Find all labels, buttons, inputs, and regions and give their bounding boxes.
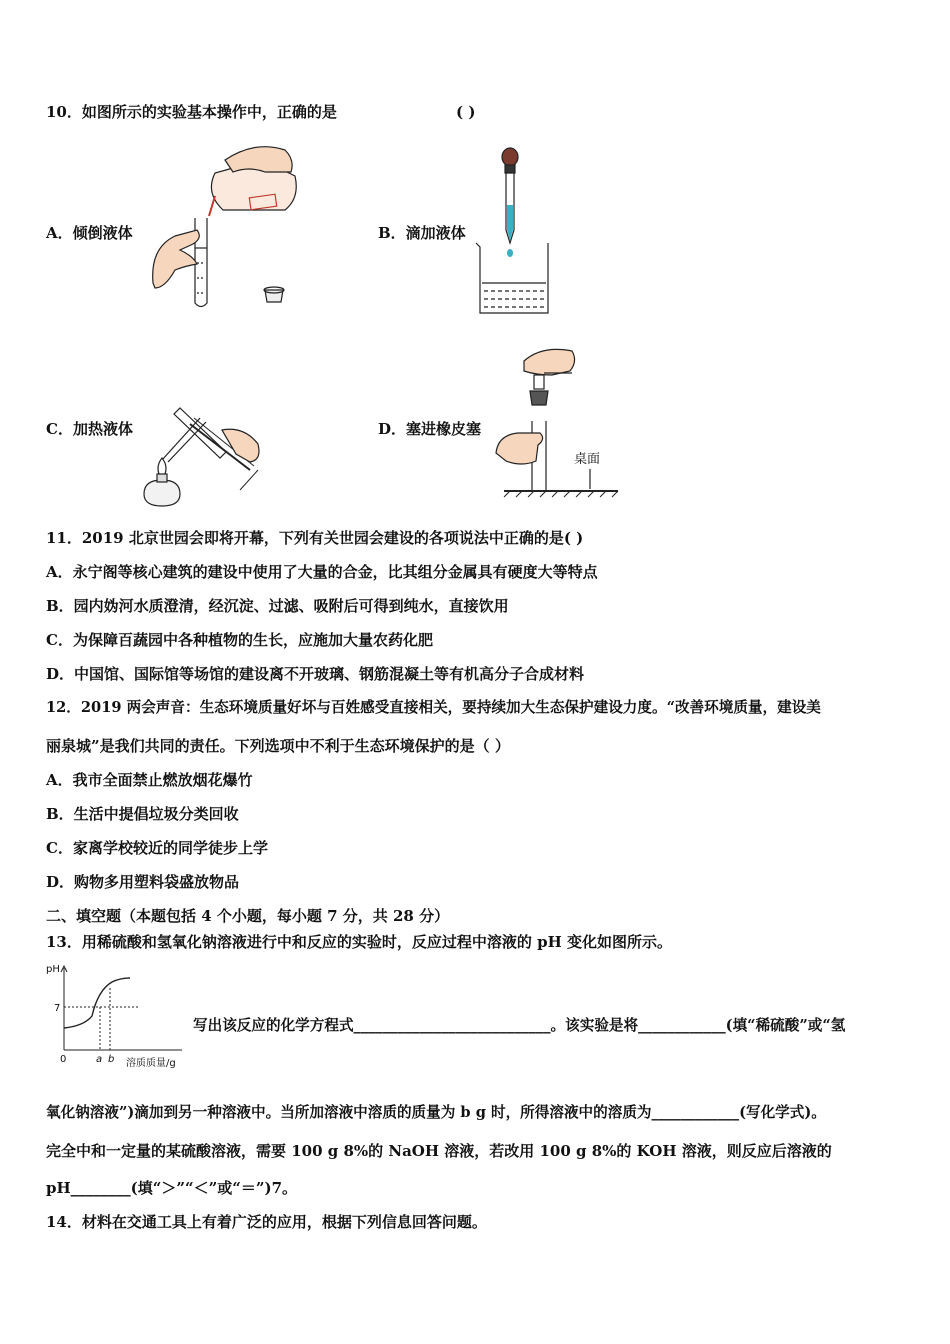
graph-y-axis-label: pH (46, 964, 60, 975)
q10-option-d: D．塞进橡皮塞 (378, 420, 482, 438)
figure-b-dropping-liquid (470, 145, 560, 320)
figure-c-heating-liquid (140, 400, 270, 510)
q13-stem: 13．用稀硫酸和氢氧化钠溶液进行中和反应的实验时，反应过程中溶液的 pH 变化如图所示。 (46, 933, 672, 951)
figure-a-pouring-liquid (145, 138, 305, 313)
q12-option-d: D．购物多用塑料袋盛放物品 (46, 873, 240, 891)
q11-option-c: C．为保障百蔬园中各种植物的生长，应施加大量农药化肥 (46, 631, 433, 649)
q13-line4: pH________(填“＞”“＜”或“＝”)7。 (46, 1179, 298, 1197)
section-2-heading: 二、填空题（本题包括 4 个小题，每小题 7 分，共 28 分） (46, 907, 450, 925)
q11-option-a: A．永宁阁等核心建筑的建设中使用了大量的合金，比其组分金属具有硬度大等特点 (46, 563, 598, 581)
q11-option-d: D．中国馆、国际馆等场馆的建设离不开玻璃、钢筋混凝土等有机高分子合成材料 (46, 665, 585, 683)
graph-x-axis-label: 溶质质量/g (126, 1058, 176, 1069)
figure-d-inserting-stopper (492, 345, 622, 500)
q12-option-a: A．我市全面禁止燃放烟花爆竹 (46, 771, 253, 789)
q10-option-a: A．倾倒液体 (46, 224, 133, 242)
q13-line1: 写出该反应的化学方程式___________________________。该实验是将____________(填“稀硫酸”或“氢 (193, 1017, 846, 1034)
q13-ph-graph (42, 960, 202, 1075)
q12-option-c: C．家离学校较近的同学徒步上学 (46, 839, 268, 857)
q13-line3: 完全中和一定量的某硫酸溶液，需要 100 g 8%的 NaOH 溶液，若改用 100 g 8%的 KOH 溶液，则反应后溶液的 (46, 1142, 832, 1160)
q12-stem-line1: 12．2019 两会声音：生态环境质量好坏与百姓感受直接相关，要持续加大生态保护建设力度。“改善环境质量，建设美 (46, 699, 821, 716)
q11-stem: 11．2019 北京世园会即将开幕，下列有关世园会建设的各项说法中正确的是( ) (46, 529, 584, 547)
q10-option-b: B．滴加液体 (378, 224, 466, 242)
q10-answer-paren: ( ) (456, 103, 476, 121)
figure-d-table-label: 桌面 (574, 452, 601, 467)
q10-stem: 10．如图所示的实验基本操作中，正确的是 (46, 103, 337, 121)
q13-line2: 氧化钠溶液”)滴加到另一种溶液中。当所加溶液中溶质的质量为 b g 时，所得溶液中的溶质为____________(写化学式)。 (46, 1104, 826, 1121)
graph-x-mark-a: a (96, 1054, 103, 1065)
q14-stem: 14．材料在交通工具上有着广泛的应用，根据下列信息回答问题。 (46, 1213, 487, 1231)
graph-origin-label: 0 (60, 1054, 67, 1065)
q10-option-c: C．加热液体 (46, 420, 133, 438)
graph-y-mark-7: 7 (54, 1003, 61, 1014)
graph-x-mark-b: b (108, 1054, 115, 1065)
q12-stem-line2: 丽泉城”是我们共同的责任。下列选项中不利于生态环境保护的是（ ） (46, 737, 510, 755)
q12-option-b: B．生活中提倡垃圾分类回收 (46, 805, 239, 823)
q11-option-b: B．园内妫河水质澄清，经沉淀、过滤、吸附后可得到纯水，直接饮用 (46, 597, 509, 615)
